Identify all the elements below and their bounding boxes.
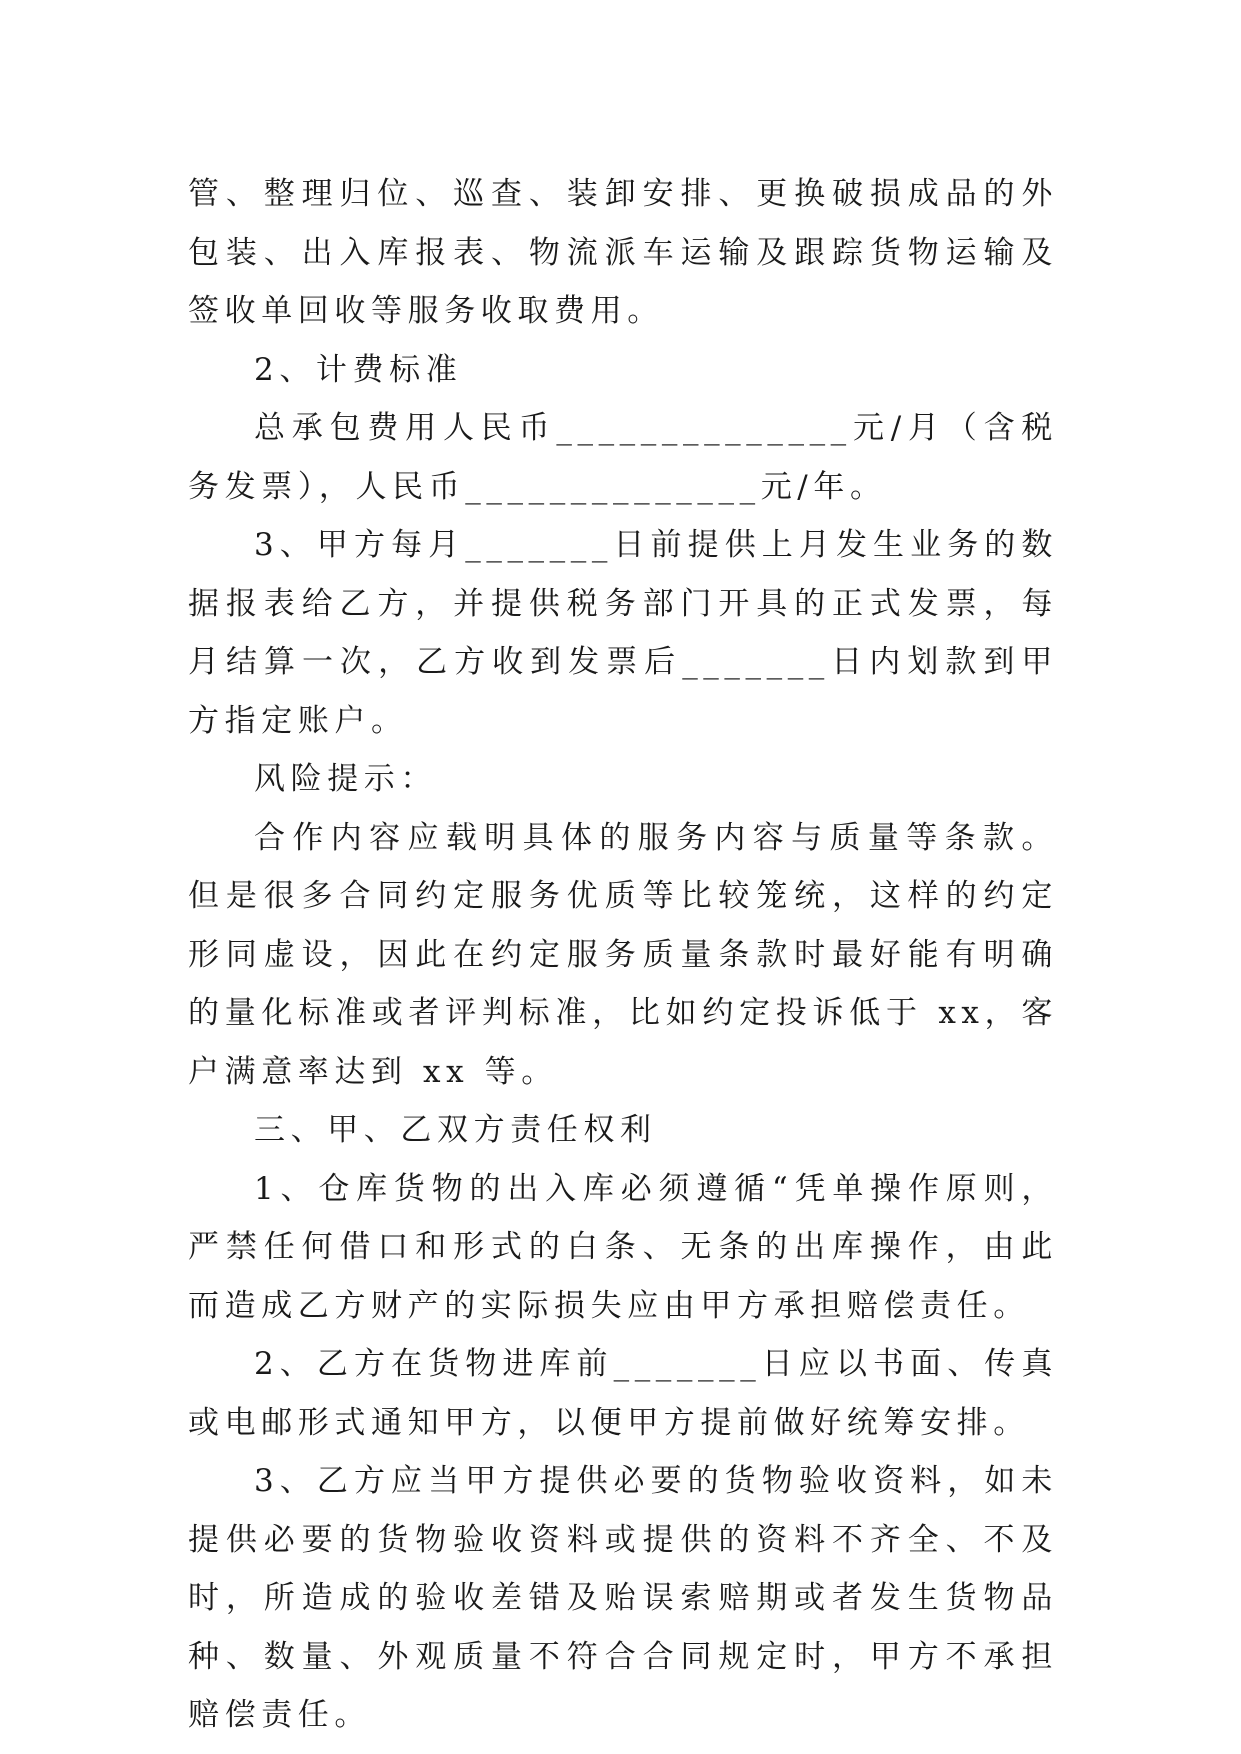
paragraph-risk-warning-heading: 风险提示： [254,761,437,797]
paragraph-service-fees: 管、整理归位、巡查、装卸安排、更换破损成品的外包装、出入库报表、物流派车运输及跟踪货物运输及签收单回收等服务收取费用。 [188,176,1058,329]
paragraph-monthly-settlement: 3、甲方每月_______日前提供上月发生业务的数据报表给乙方，并提供税务部门开具的正式发票，每月结算一次，乙方收到发票后_______日内划款到甲方指定账户。 [188,527,1058,739]
paragraph-clause-two: 2、乙方在货物进库前_______日应以书面、传真或电邮形式通知甲方，以便甲方提前做好统筹安排。 [188,1346,1058,1441]
paragraph-clause-three: 3、乙方应当甲方提供必要的货物验收资料，如未提供必要的货物验收资料或提供的资料不齐全、不及时，所造成的验收差错及贻误索赔期或者发生货物品种、数量、外观质量不符合合同规定时，甲方不承担赔偿责任。 [188,1463,1058,1733]
paragraph-total-contract-fee: 总承包费用人民币______________元/月（含税务发票），人民币______________元/年。 [188,410,1058,505]
paragraph-billing-standard-heading: 2、计费标准 [254,351,463,388]
paragraph-clause-one: 1、仓库货物的出入库必须遵循“凭单操作原则，严禁任何借口和形式的白条、无条的出库操作，由此而造成乙方财产的实际损失应由甲方承担赔偿责任。 [188,1170,1058,1324]
document-body [188,165,1058,1745]
paragraph-section-three-heading: 三、甲、乙双方责任权利 [254,1112,657,1148]
paragraph-risk-warning-body: 合作内容应载明具体的服务内容与质量等条款。但是很多合同约定服务优质等比较笼统，这样的约定形同虚设，因此在约定服务质量条款时最好能有明确的量化标准或者评判标准，比如约定投诉低于 xx，客户满意率达到 xx 等。 [188,819,1058,1090]
